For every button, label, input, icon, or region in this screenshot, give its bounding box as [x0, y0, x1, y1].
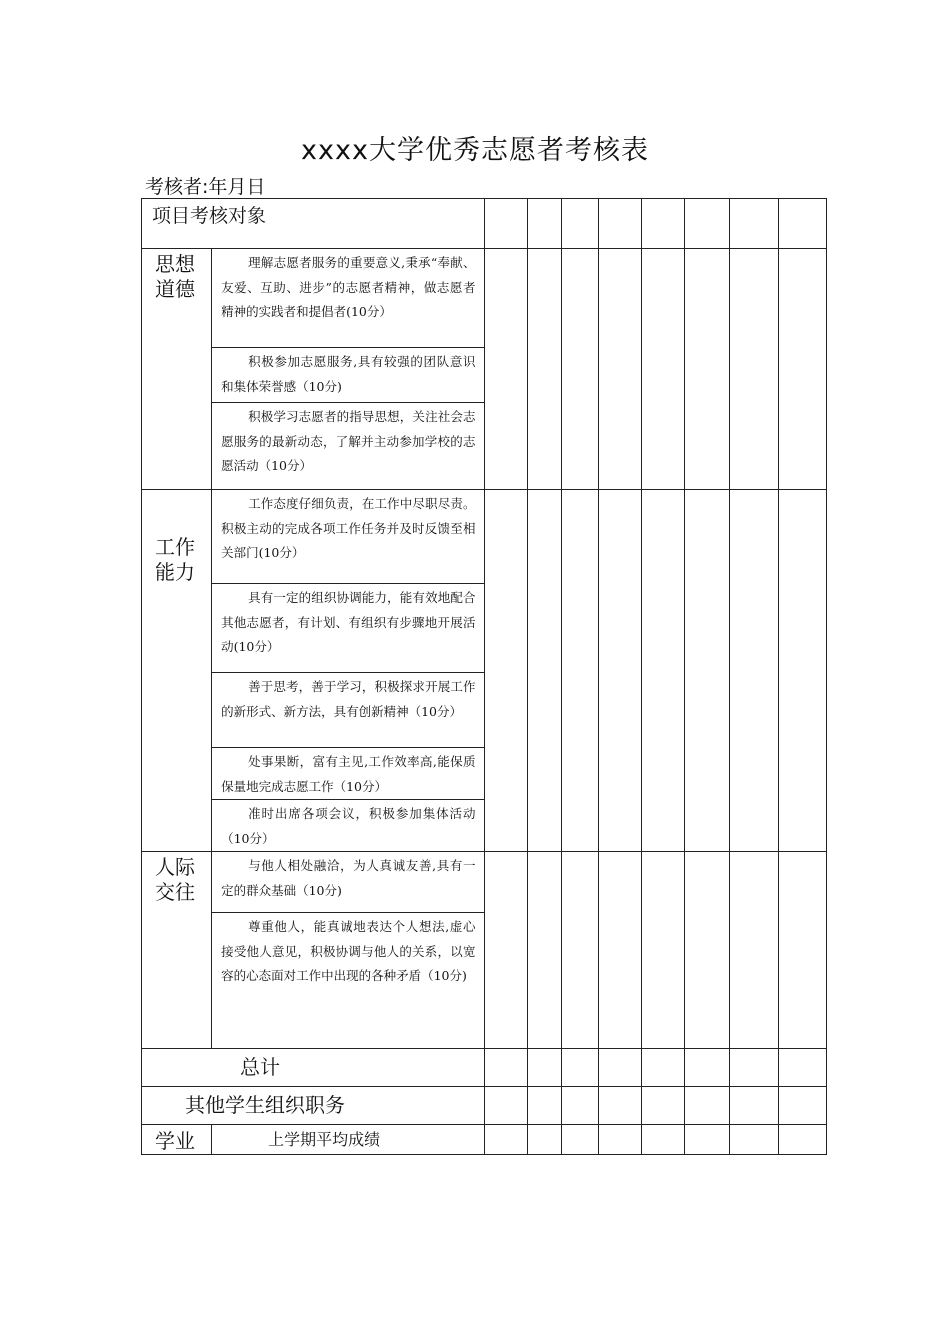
score-cell[interactable]: [598, 490, 641, 852]
score-cell[interactable]: [561, 249, 598, 490]
score-cell[interactable]: [527, 1087, 561, 1125]
score-cell[interactable]: [527, 249, 561, 490]
criterion-text: 积极参加志愿服务,具有较强的团队意识和集体荣誉感（10分): [212, 348, 484, 403]
score-cell[interactable]: [598, 852, 641, 1049]
score-cell[interactable]: [598, 1125, 641, 1155]
score-cell[interactable]: [561, 199, 598, 249]
category-interpersonal: 人际 交往: [142, 852, 212, 1049]
score-cell[interactable]: [778, 852, 826, 1049]
header-row: [142, 199, 827, 249]
score-cell[interactable]: [729, 1087, 778, 1125]
category-work: 工作 能力: [142, 490, 212, 852]
page-title: xxxx大学优秀志愿者考核表: [301, 135, 649, 166]
score-cell[interactable]: [641, 249, 684, 490]
score-cell[interactable]: [598, 1087, 641, 1125]
score-cell[interactable]: [527, 852, 561, 1049]
other-roles-label: 其他学生组织职务: [142, 1087, 485, 1125]
score-cell[interactable]: [729, 1125, 778, 1155]
score-cell[interactable]: [527, 1125, 561, 1155]
score-cell[interactable]: [684, 1125, 729, 1155]
score-cell[interactable]: [561, 1087, 598, 1125]
score-cell[interactable]: [484, 1087, 527, 1125]
criterion-text: 准时出席各项会议，积极参加集体活动（10分）: [212, 800, 484, 852]
score-cell[interactable]: [561, 1125, 598, 1155]
score-cell[interactable]: [598, 249, 641, 490]
score-cell[interactable]: [684, 249, 729, 490]
score-cell[interactable]: [484, 490, 527, 852]
score-cell[interactable]: [641, 1049, 684, 1087]
criterion-row: [142, 249, 827, 348]
score-cell[interactable]: [598, 1049, 641, 1087]
score-cell[interactable]: [641, 199, 684, 249]
score-cell[interactable]: [684, 490, 729, 852]
score-cell[interactable]: [684, 852, 729, 1049]
score-cell[interactable]: [729, 1049, 778, 1087]
score-cell[interactable]: [484, 1125, 527, 1155]
score-cell[interactable]: [527, 490, 561, 852]
score-cell[interactable]: [527, 199, 561, 249]
assessment-table: [141, 198, 827, 1155]
score-cell[interactable]: [641, 490, 684, 852]
criterion-row: [142, 490, 827, 584]
score-cell[interactable]: [527, 1049, 561, 1087]
score-cell[interactable]: [484, 852, 527, 1049]
criterion-row: [142, 852, 827, 913]
score-cell[interactable]: [729, 490, 778, 852]
study-label: 学业: [142, 1125, 212, 1155]
header-label: 项目考核对象: [142, 199, 485, 249]
score-cell[interactable]: [778, 249, 826, 490]
study-sub-label: 上学期平均成绩: [212, 1125, 484, 1155]
score-cell[interactable]: [729, 852, 778, 1049]
score-cell[interactable]: [484, 199, 527, 249]
score-cell[interactable]: [684, 199, 729, 249]
criterion-text: 积极学习志愿者的指导思想，关注社会志愿服务的最新动态，了解并主动参加学校的志愿活动（10分）: [212, 403, 484, 490]
score-cell[interactable]: [561, 490, 598, 852]
score-cell[interactable]: [561, 852, 598, 1049]
score-cell[interactable]: [778, 1125, 826, 1155]
score-cell[interactable]: [778, 490, 826, 852]
score-cell[interactable]: [778, 1087, 826, 1125]
category-moral: 思想 道德: [142, 249, 212, 490]
criterion-text: 与他人相处融洽，为人真诚友善,具有一定的群众基础（10分): [212, 852, 484, 913]
criterion-text: 理解志愿者服务的重要意义,秉承“奉献、友爱、互助、进步”的志愿者精神，做志愿者精神的实践者和提倡者(10分）: [212, 249, 484, 348]
score-cell[interactable]: [484, 249, 527, 490]
score-cell[interactable]: [561, 1049, 598, 1087]
score-cell[interactable]: [484, 1049, 527, 1087]
score-cell[interactable]: [641, 1125, 684, 1155]
criterion-text: 工作态度仔细负责，在工作中尽职尽责。积极主动的完成各项工作任务并及时反馈至相关部门(10分）: [212, 490, 484, 584]
total-row: [142, 1049, 827, 1087]
score-cell[interactable]: [729, 199, 778, 249]
criterion-text: 善于思考，善于学习，积极探求开展工作的新形式、新方法，具有创新精神（10分）: [212, 673, 484, 748]
score-cell[interactable]: [641, 852, 684, 1049]
score-cell[interactable]: [598, 199, 641, 249]
assessor-date-line: 考核者:年月日: [145, 176, 266, 198]
score-cell[interactable]: [641, 1087, 684, 1125]
other-roles-row: [142, 1087, 827, 1125]
score-cell[interactable]: [684, 1049, 729, 1087]
criterion-text: 处事果断，富有主见,工作效率高,能保质保量地完成志愿工作（10分）: [212, 748, 484, 800]
total-label: 总计: [142, 1049, 485, 1087]
criterion-text: 具有一定的组织协调能力，能有效地配合其他志愿者，有计划、有组织有步骤地开展活动(10分）: [212, 584, 484, 673]
score-cell[interactable]: [729, 249, 778, 490]
criterion-text: 尊重他人，能真诚地表达个人想法,虚心接受他人意见，积极协调与他人的关系，以宽容的心态面对工作中出现的各种矛盾（10分): [212, 913, 484, 1049]
study-row: [142, 1125, 827, 1155]
score-cell[interactable]: [684, 1087, 729, 1125]
score-cell[interactable]: [778, 1049, 826, 1087]
score-cell[interactable]: [778, 199, 826, 249]
